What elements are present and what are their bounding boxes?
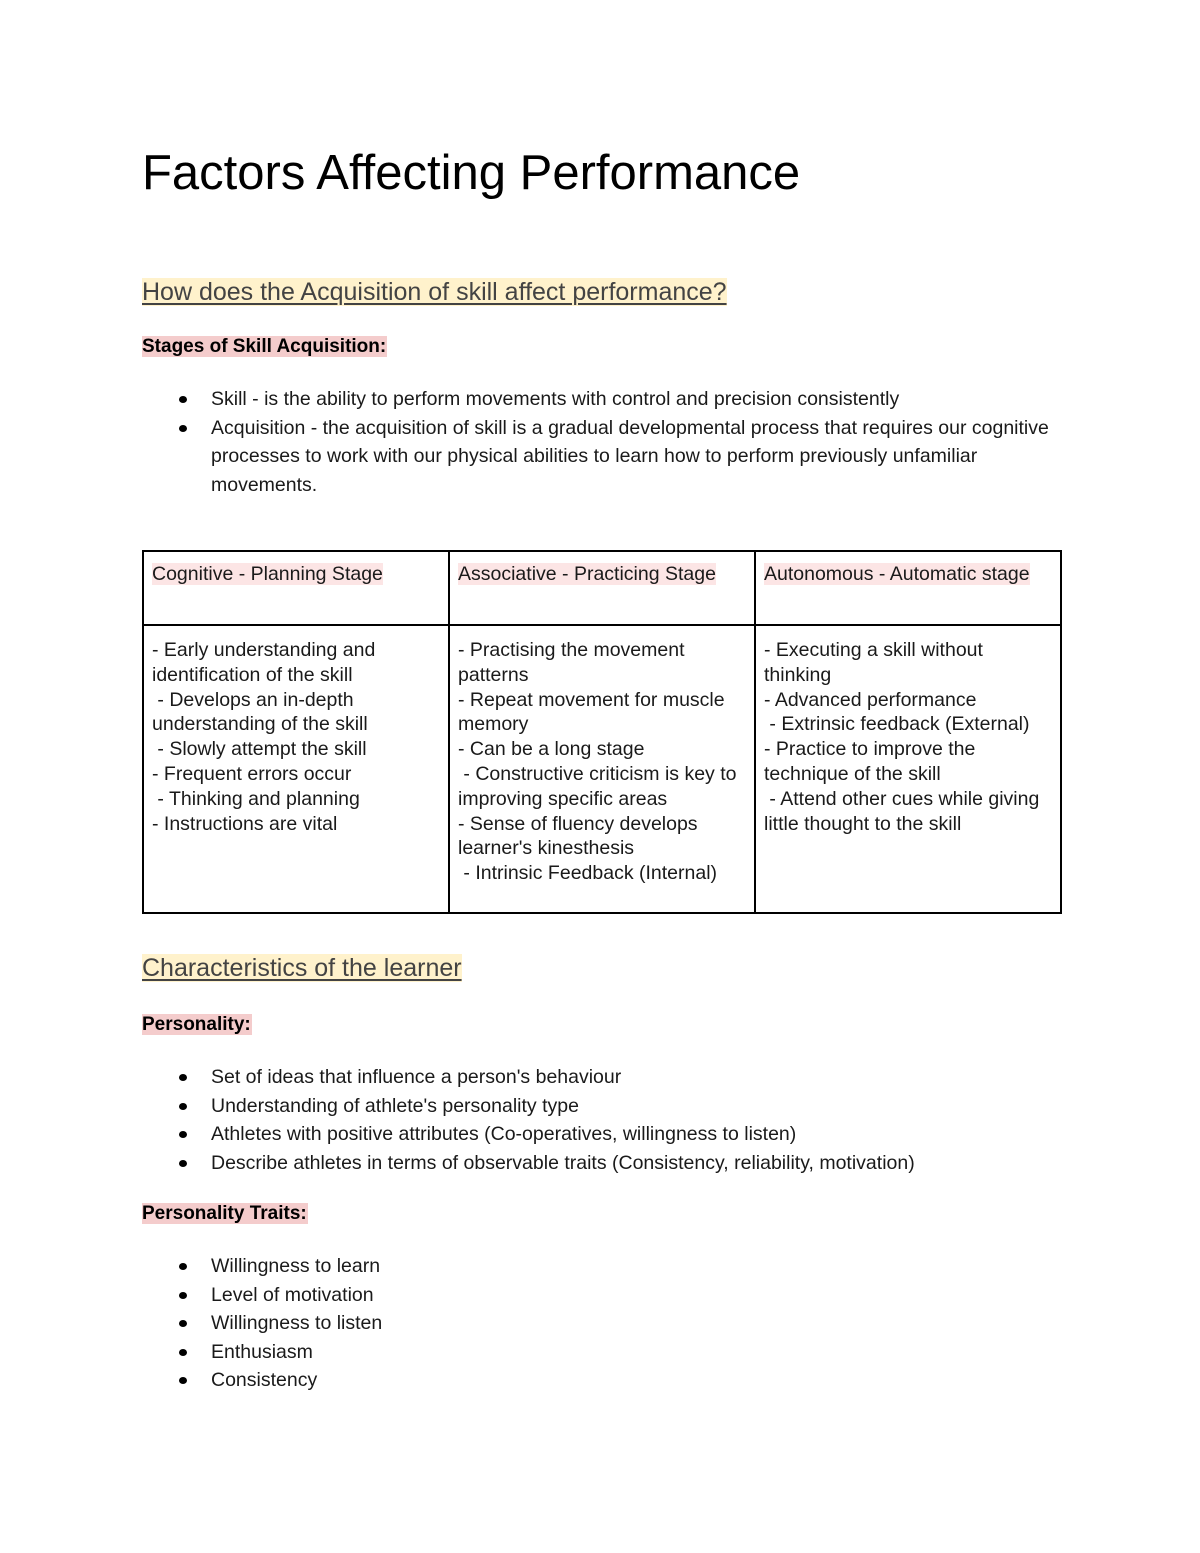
subheading-text: Personality Traits: [142,1203,307,1224]
subheading-text: Personality: [142,1014,251,1035]
list-item [142,414,1062,500]
list-item-text: Acquisition - the acquisition of skill is a gradual developmental process that requires our cognitive processes to work with our physical abilities to learn how to perform previously unfamiliar movements. [211,416,1049,496]
table-header-text: Associative - Practicing Stage [458,563,716,585]
bullet-icon [179,1377,187,1384]
list-item-text: Enthusiasm [211,1340,313,1363]
list-item-text: Level of motivation [211,1283,374,1306]
table-header-text: Cognitive - Planning Stage [152,563,383,585]
personality-traits-list [142,1252,1062,1395]
table-cell-line: - Extrinsic feedback (External) [764,713,1030,736]
list-item [142,1309,1062,1338]
table-cell-line: - Instructions are vital [152,812,338,835]
table-cell-line: - Constructive criticism is key to improving specific areas [458,762,742,810]
table-cell-line: - Advanced performance [764,688,977,711]
skill-stages-table [142,550,1062,914]
table-header-row [143,551,1061,625]
subheading-personality [142,1013,252,1037]
bullet-icon [179,425,187,432]
table-cell-line: - Executing a skill without thinking [764,639,989,686]
list-item-text: Willingness to learn [211,1255,381,1277]
subheading-text: Stages of Skill Acquisition: [142,336,387,357]
table-cell-line: - Sense of fluency develops learner's kinesthesis [458,812,703,860]
table-cell-autonomous [755,625,1061,913]
list-item [142,1252,1062,1281]
table-cell-line: - Frequent errors occur [152,762,352,785]
table-header-associative [449,551,755,625]
bullet-icon [179,1103,187,1110]
subheading-stages [142,335,387,359]
bullet-icon [179,1320,187,1327]
table-cell-line: - Can be a long stage [458,738,645,761]
document-title: Factors Affecting Performance [142,146,801,200]
list-item [142,1120,1062,1149]
list-item-text: Consistency [211,1369,318,1391]
list-item-text: Willingness to listen [211,1312,383,1334]
list-item [142,1366,1062,1395]
table-cell-line: - Practice to improve the technique of the skill [764,738,981,785]
bullet-icon [179,1292,187,1299]
list-item-text: Skill - is the ability to perform movements with control and precision consistently [211,388,900,410]
section-heading-text: Characteristics of the learner [142,954,462,982]
table-row [143,625,1061,913]
list-item-text: Describe athletes in terms of observable traits (Consistency, reliability, motivation) [211,1151,915,1174]
table-cell-line: - Early understanding and identification of the skill [152,639,381,686]
bullet-icon [179,1160,187,1167]
table-header-text: Autonomous - Automatic stage [764,563,1030,585]
bullet-icon [179,1349,187,1356]
table-cell-line: - Attend other cues while giving little thought to the skill [764,787,1045,835]
subheading-personality-traits [142,1202,308,1226]
skill-definitions-list [142,385,1062,499]
section-heading-skill-acquisition [142,276,727,308]
table-header-autonomous [755,551,1061,625]
table-cell-cognitive [143,625,449,913]
list-item [142,1092,1062,1121]
personality-list [142,1063,1062,1177]
section-heading-learner [142,952,462,984]
bullet-icon [179,1074,187,1081]
table-header-cognitive [143,551,449,625]
table-cell-line: - Slowly attempt the skill [152,738,367,761]
table-cell-line: - Intrinsic Feedback (Internal) [458,862,718,885]
list-item-text: Understanding of athlete's personality type [211,1094,579,1117]
list-item-text: Set of ideas that influence a person's behaviour [211,1066,622,1088]
list-item [142,1063,1062,1092]
table-cell-line: - Practising the movement patterns [458,639,690,686]
list-item [142,1281,1062,1310]
list-item [142,1149,1062,1178]
table-cell-line: - Repeat movement for muscle memory [458,688,731,736]
list-item [142,1338,1062,1367]
table-cell-line: - Thinking and planning [152,787,360,810]
table-cell-line: - Develops an in-depth understanding of the skill [152,688,368,736]
list-item-text: Athletes with positive attributes (Co-operatives, willingness to listen) [211,1123,797,1145]
bullet-icon [179,1263,187,1270]
table-cell-associative [449,625,755,913]
bullet-icon [179,1131,187,1138]
list-item [142,385,1062,414]
section-heading-text: How does the Acquisition of skill affect performance? [142,278,727,306]
bullet-icon [179,396,187,403]
